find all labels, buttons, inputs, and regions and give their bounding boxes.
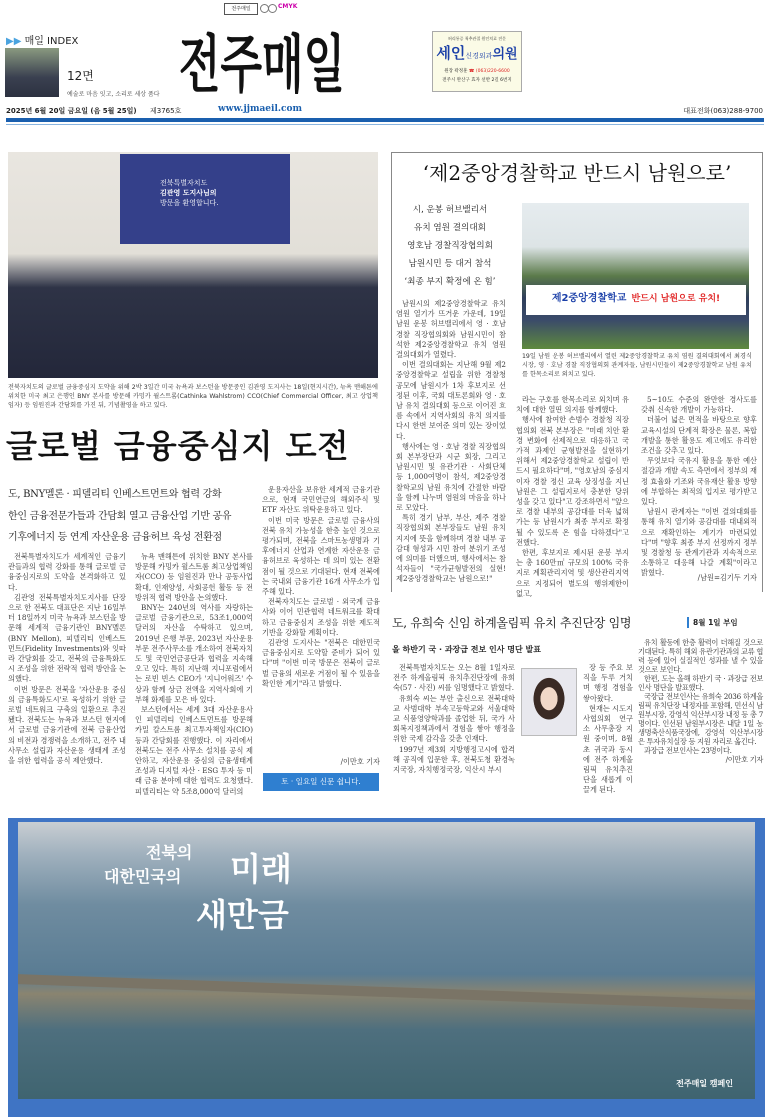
namwon-photo-caption: 19일 남원 운봉 허브밸리에서 열린 제2중앙경찰학교 유치 염원 결의대회에서 최경식 시장, 영 · 호남 경찰 직장협의회 관계자들, 남원시민들이 제2중앙경찰학교 남원 유치를 한목소리로 외치고 있다. bbox=[522, 353, 752, 378]
olympic-col-3: 유치 활동에 한층 활력이 더해질 것으로 기대된다. 특히 해외 유관기관과의 교류 협력 등에 있어 실질적인 성과를 낼 수 있을 것으로 보인다. 한편, 도는 올해 하반기 국 · 과장급 전보 인사 명단을 발표했다. 국장급 전보인사는 유희숙 2036 하계올림픽 유치단장 내정자를 포함해, 민선식 남원부시장, 강영석 익산부시장 내정 등 총 7명이다. 인선된 남원부시장은 내달 1일 농생명축산식품국장에, 강영석 익산부시장은 투자유치실장 등 지원 자리로 옮긴다. 과장급 전보인사는 23명이다. /이만호 기자 bbox=[638, 638, 763, 764]
namwon-col-3: 5~10도 수준의 완만한 경사도를 갖춰 신속한 개발이 가능하다. 더불어 넓은 면적을 바탕으로 향후 교육시설의 단계적 확장은 물론, 복합 개발을 통한 활용도 제고에도 유리한 조건을 갖추고 있다. 무엇보다 국유지 활용을 통한 예산 절감과 개발 속도 측면에서 정부의 재정 효율화 기조와 국유재산 활용 방향에 부합하는 최적의 입지로 평가받고 있다. 남원시 관계자는 "이번 결의대회를 통해 유치 열기와 공감대를 대내외적으로 재확인하는 계기가 마련되었다"며 "향후 최종 부지 선정까지 정부 및 경찰청 등 관계기관과 지속적으로 소통하고 대응해 나갈 계획"이라고 밝혔다. bbox=[641, 395, 757, 578]
ad-phone: ☎ (063)220-6600 bbox=[468, 69, 510, 74]
main-col-1: 전북특별자치도가 세계적인 금융기관들과의 협력 강화를 통해 글로벌 금융중심지로의 도약을 본격화하고 있다. 김관영 전북특별자치도지사를 단장으로 한 전북도 대표단은 지난 16일부터 18일까지 미국 뉴욕과 보스턴을 방문해 세계적 금융기관인 BNY멜론(BNY Mellon), 피델리티 인베스트먼트(Fidelity Investments)와 잇따라 간담회를 갖고, 전북의 금융특화도시 조성을 위한 전략적 협력 방안을 논의했다. 이번 방문은 전북을 '자산운용 중심의 금융특화도시'로 육성하기 위한 글로벌 네트워크 구축의 일환으로 추진됐다. 전북도는 뉴욕과 보스턴 현지에서 글로벌 금융기관에 전북 금융산업의 비전과 경쟁력을 소개하고, 전주 내 사무소 설립과 자산운용 생태계 조성을 위한 협력을 공식 제안했다. bbox=[8, 552, 126, 766]
namwon-byline: /남원=김기두 기자 bbox=[697, 573, 757, 582]
namwon-col-2: 라는 구호를 한목소리로 외치며 유치에 대한 열띤 의지를 함께했다. 행사에 참여한 손범수 경찰청 직장협의회 전북 본부장은 "미래 치안 환경 변화에 선제적으로 대응하고 국가적 과제인 균형발전을 실현하기 위해서 제2중앙경찰학교 설립이 반드시 필요하다"며, "영호남의 중심지이자 경찰 정신 교육 상징성을 지닌 남원은 그 설립지로서 충분한 당위성을 갖고 있다"고 강조하면서 "앞으로 경찰 내부의 공감대를 더욱 넓혀가는 등 남원시가 최종 부지로 확정될 수 있도록 온 힘을 다하겠다"고 전했다. 한편, 후보지로 제시된 운봉 부지는 총 160만㎡ 규모의 100% 국유지로 계획관리지역 및 생산관리지역으로 지정되어 별도의 행위제한이 없고, bbox=[516, 395, 629, 598]
ad-name: 의원 bbox=[492, 47, 518, 62]
olympic-col-2: 장 등 주요 보직을 두루 거치며 행정 경험을 쌓아왔다. 현재는 시도지사협의회 연구소 사무총장 지원 중이며, 8월 초 귀국과 동시에 전주 하계올림픽 유치추진단을 새롭게 이끌게 된다. bbox=[583, 663, 633, 795]
olympic-tag: 8월 1일 부임 bbox=[687, 617, 738, 628]
masthead-rule-thin bbox=[6, 124, 764, 125]
campaign-credit: 전주매일 캠페인 bbox=[676, 1079, 733, 1088]
ad-director: 원장 곽정훈 bbox=[444, 69, 468, 74]
ad-name: 신경외과 bbox=[465, 52, 493, 60]
olympic-headline: 도, 유희숙 신임 하계올림픽 유치 추진단장 임명 bbox=[392, 616, 632, 630]
campaign-line-2: 대한민국의 bbox=[104, 867, 182, 886]
olympic-byline: /이만호 기자 bbox=[725, 755, 763, 764]
ad-box[interactable] bbox=[432, 31, 522, 92]
main-col-2: 뉴욕 맨해튼에 위치한 BNY 본사를 방문해 카밍카 윌스트롬 최고상업책임자(CCO) 등 임원진과 만나 공동사업 확대, 인재양성, 사회공헌 활동 등 전방위적 협력 방안을 논의했다. BNY는 240년의 역사를 자랑하는 글로벌 금융기관으로, 53조1,000억 달러의 자산을 수탁하고 있으며, 2019년 은행 부문, 2023년 자산운용 부문 전주사무소를 개소하여 전북자치도 및 국민연금공단과 협력을 지속해오고 있다. 특히 지난해 지니포럼에서는 로빈 빈스 CEO가 '지니어워즈' 수상과 함께 상금 전액을 지역사회에 기부해 화제를 모은 바 있다. 보스턴에서는 세계 3대 자산운용사인 피델리티 인베스트먼트를 방문해 카밀 칼스트롬 최고투자책임자(CIO) 등과 간담회를 진행했다. 이 자리에서 전북도는 전주 사무소 설치를 공식 제안하고, 자산운용 중심의 금융생태계 조성과 디지털 자산 · ESG 투자 등 미래 금융 분야에 대한 협력도 요청했다. 피델리티는 약 5조8,000억 달러의 bbox=[135, 552, 253, 796]
issue-number: 제3765호 bbox=[150, 107, 182, 115]
olympic-subhead: 올 하반기 국 · 과장급 전보 인사 명단 발표 bbox=[392, 645, 541, 654]
main-col-3: 운용자산을 보유한 세계적 금융기관으로, 현재 국민연금의 해외주식 및 ETF 자산도 위탁운용하고 있다. 이번 미국 방문은 글로벌 금융사의 전북 유치 가능성을 한층 높인 것으로 평가되며, 전북을 스마트농생명과 기후에너지 산업과 연계한 자산운용 금융허브로 육성하는 데 의미 있는 전환점이 될 것으로 기대된다. 현재 전북에는 국내외 금융기관 16개 사무소가 입주해 있다. 전북자치도는 글로벌 · 외국계 금융사와 이어 민관협력 네트워크를 확대하고 금융중심지 조성을 위한 제도적 기반을 강화할 계획이다. 김관영 도지사는 "전북은 대한민국 금융중심지로 도약할 준비가 되어 있다"며 "이번 미국 방문은 전북이 글로벌 금융의 새로운 거점이 될 수 있음을 확인한 계기"라고 밝혔다. bbox=[262, 485, 380, 688]
main-subheads: 도, BNY멜론 · 피델리티 인베스트먼트와 협력 강화 한인 금융전문가들과 간담회 열고 금융산업 기반 공유 기후에너지 등 연계 자산운용 금융허브 육성 전환점 bbox=[8, 489, 232, 543]
namwon-col-1: 남원시의 제2중앙경찰학교 유치 염원 열기가 뜨거운 가운데, 19일 남원 운봉 허브밸리에서 영 · 호남 경찰 직장협의회와 남원시민이 참석한 제2중앙경찰학교 유치 염원 결의대회가 열렸다. 이번 결의대회는 지난해 9월 제2중앙경찰학교 설립을 위한 경찰청 공모에 남원시가 1차 후보지로 선정된 이후, 국회 대토론회와 영 · 호남 유치 결의대회 등으로 이어진 흐름 속에서 지역사회의 유치 의지를 다시 한번 보여준 의미 있는 장이었다. 행사에는 영 · 호남 경찰 직장협의회 본부장단과 시군 회장, 그리고 남원시민 및 유관기관 · 사회단체 등 1,000여명이 참석, 제2중앙경찰학교의 남원 유치에 간절한 바람을 함께 나누며 염원의 마음을 하나로 모았다. 특히 경기 남부, 부산, 제주 경찰 직장협의회 본부장들도 남원 유치 지지에 뜻을 함께하며 경찰 내부 공감대 형성과 시민 참여 분위기 조성에 의미를 더했으며, 행사에서는 참석자들이 "국가균형발전의 실현! 제2중앙경찰학교는 남원으로!" bbox=[396, 299, 506, 584]
notice-button[interactable]: 토 · 일요일 신문 쉽니다. bbox=[263, 773, 379, 791]
seawall bbox=[18, 974, 755, 1010]
print-mark: 전주매일 bbox=[224, 3, 258, 15]
rally-banner: 제2중앙경찰학교 반드시 남원으로 유치! bbox=[526, 285, 746, 315]
campaign-banner[interactable] bbox=[8, 818, 765, 1117]
website-link[interactable]: www.jjmaeil.com bbox=[217, 104, 303, 114]
main-headline: 글로벌 금융중심지 도전 bbox=[6, 427, 350, 465]
ad-address: 전주시 완산구 효자 선반 2길 6번지 bbox=[442, 78, 512, 83]
registration-icon bbox=[268, 4, 277, 13]
saemangeum-photo bbox=[18, 822, 755, 1099]
issue-date: 2025년 6월 20일 금요일 (음 5월 25일) bbox=[6, 107, 137, 115]
campaign-big-2: 새만금 bbox=[196, 896, 289, 934]
index-teaser: 예술로 마음 잇고, 소리로 세상 품다 bbox=[67, 91, 160, 98]
welcome-screen: 전북특별자치도 김관영 도지사님의 방문을 환영합니다. bbox=[120, 154, 290, 244]
namwon-headline: ‘제2중앙경찰학교 반드시 남원으로’ bbox=[422, 161, 732, 185]
index-label: ▶▶ 매일 INDEX bbox=[6, 36, 79, 47]
ad-name: 세인 bbox=[436, 44, 466, 62]
phone-number: 대표전화(063)288-9700 bbox=[683, 107, 763, 115]
play-arrow-icon: ▶▶ bbox=[6, 36, 25, 47]
olympic-col-1: 전북특별자치도는 오는 8월 1일자로 전주 하계올림픽 유치추진단장에 유희숙(57 · 사진) 씨를 임명했다고 밝혔다. 유희숙 씨는 부안 출신으로 전북대학교 사범대학 부속고등학교와 서울대학교 식품영양학과를 졸업한 뒤, 국가 사회복지정책과에서 경험을 쌓아 행정을 위한 국제 감각을 갖춘 인재다. 1997년 제3회 지방행정고시에 합격해 공직에 입문한 후, 전북도청 환경녹지국장, 자치행정국장, 익산시 부시 bbox=[393, 663, 515, 775]
main-byline: /이만호 기자 bbox=[340, 757, 380, 766]
main-photo-caption: 전북자치도의 글로벌 금융중심지 도약을 위해 2박 3일간 미국 뉴욕과 보스턴을 방문중인 김관영 도지사는 18일(현지시간), 뉴욕 맨해튼에 위치한 미국 최고 은행인 BNY 본사를 방문해 카밍카 윌스트롬(Cathinka Wahlstrom) CCO(Chief Commercial Officer, 최고 상업책임자) 등 임원진과 간담회를 가진 뒤, 기념촬영을 하고 있다. bbox=[8, 384, 378, 409]
campaign-line-1: 전북의 bbox=[146, 843, 193, 862]
portrait-photo bbox=[521, 668, 577, 736]
campaign-big-1: 미래 bbox=[230, 850, 292, 888]
namwon-photo[interactable] bbox=[522, 203, 749, 349]
namwon-subheads: 시, 운봉 허브밸리서 유치 염원 결의대회 영호남 경찰직장협의회 남원시민 등 대거 참석 ‘최종 부지 확정에 온 힘’ bbox=[404, 205, 496, 287]
index-page[interactable]: 12면 bbox=[67, 69, 94, 83]
index-thumbnail[interactable] bbox=[5, 48, 59, 97]
main-photo[interactable] bbox=[8, 152, 378, 378]
cmyk-mark: CMYK bbox=[278, 3, 298, 10]
ad-tagline: 허리통증 척추관절 원인치료 전문 bbox=[448, 36, 506, 41]
masthead-title: 전주매일 bbox=[178, 29, 346, 103]
masthead-rule bbox=[6, 118, 764, 122]
